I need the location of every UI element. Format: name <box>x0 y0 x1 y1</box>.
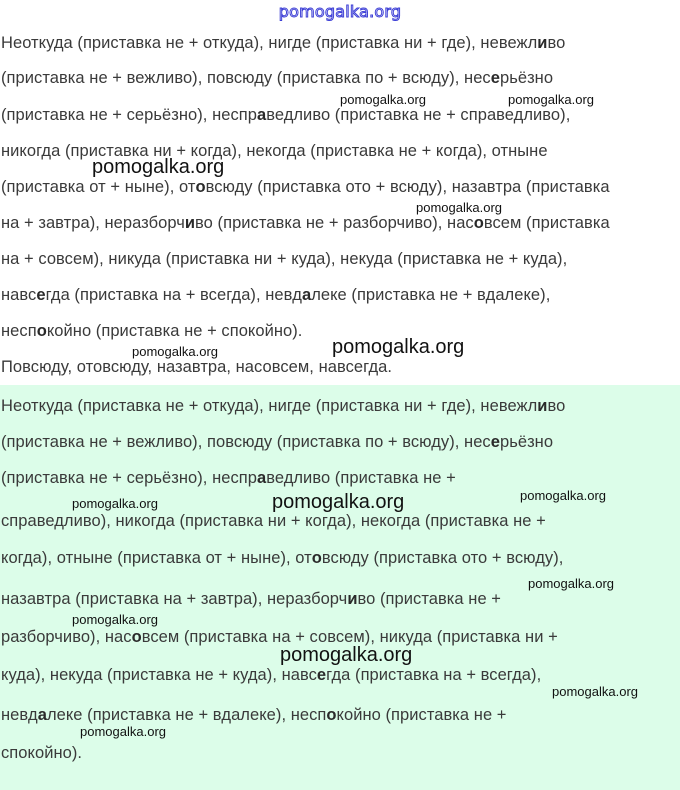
top-text-line <box>1 106 570 125</box>
watermark: pomogalka.org <box>520 488 606 503</box>
text-segment: ведливо (приставка не + справедливо), <box>266 106 571 124</box>
stressed-vowel: а <box>256 469 267 487</box>
watermark: pomogalka.org <box>272 491 405 513</box>
stressed-vowel: е <box>490 433 500 451</box>
watermark: pomogalka.org <box>80 724 166 739</box>
stressed-vowel: и <box>184 214 196 232</box>
top-text-line <box>1 34 565 53</box>
stressed-vowel: е <box>316 666 327 684</box>
watermark: pomogalka.org <box>72 612 158 627</box>
stressed-vowel: и <box>347 590 358 608</box>
text-segment: гда (приставка на + всегда), <box>326 666 542 684</box>
green-text-line <box>1 512 546 531</box>
text-segment: койно (приставка не + спокойно). <box>46 322 303 340</box>
text-segment: никогда (приставка ни + когда), некогда (приставка не + когда), отныне <box>1 142 548 160</box>
stressed-vowel: о <box>195 178 206 196</box>
text-segment: гда (приставка на + всегда), невд <box>45 286 302 304</box>
green-text-line <box>1 666 541 685</box>
text-segment: куда), некуда (приставка не + куда), навс <box>1 666 317 684</box>
stressed-vowel: а <box>37 706 47 724</box>
top-text-line <box>1 214 610 233</box>
text-segment: всем (приставка <box>483 214 610 232</box>
stressed-vowel: о <box>473 214 484 232</box>
text-segment: всем (приставка на + совсем), никуда (приставка ни + <box>141 628 558 646</box>
text-segment: Неоткуда (приставка не + откуда), нигде (приставка ни + где), невежл <box>1 34 538 52</box>
text-segment: во (приставка не + разборчиво), нас <box>195 214 474 232</box>
stressed-vowel: о <box>311 549 322 567</box>
top-text-line <box>1 178 610 197</box>
text-segment: во <box>547 34 566 52</box>
text-segment: ведливо (приставка не + <box>266 469 456 487</box>
green-text-line <box>1 549 563 568</box>
text-segment: (приставка от + ныне), от <box>1 178 196 196</box>
text-segment: (приставка не + серьёзно), неспр <box>1 106 257 124</box>
text-segment: навс <box>1 286 37 304</box>
top-text-line <box>1 358 392 377</box>
text-segment: Неоткуда (приставка не + откуда), нигде (приставка ни + где), невежл <box>1 397 538 415</box>
top-text-line <box>1 69 553 88</box>
text-segment: когда), отныне (приставка от + ныне), от <box>1 549 312 567</box>
stressed-vowel: е <box>490 69 500 87</box>
watermark: pomogalka.org <box>72 496 158 511</box>
stressed-vowel: а <box>256 106 267 124</box>
site-logo[interactable]: pomogalka.org <box>278 2 402 21</box>
text-segment: справедливо), никогда (приставка ни + когда), некогда (приставка не + <box>1 512 546 530</box>
text-segment: всюду (приставка ото + всюду), назавтра (приставка <box>205 178 610 196</box>
top-text-line <box>1 322 302 341</box>
green-text-line <box>1 590 501 609</box>
watermark: pomogalka.org <box>416 200 502 215</box>
text-segment: несп <box>1 322 37 340</box>
watermark: pomogalka.org <box>508 92 594 107</box>
stressed-vowel: а <box>301 286 312 304</box>
text-segment: рьёзно <box>499 69 554 87</box>
text-segment: невд <box>1 706 38 724</box>
stressed-vowel: о <box>131 628 142 646</box>
watermark: pomogalka.org <box>280 644 413 666</box>
text-segment: (приставка не + вежливо), повсюду (приставка по + всюду), нес <box>1 433 491 451</box>
text-segment: Повсюду, отовсюду, назавтра, насовсем, навсегда. <box>1 358 392 376</box>
stressed-vowel: и <box>537 34 548 52</box>
green-text-line <box>1 469 456 488</box>
text-segment: разборчиво), нас <box>1 628 132 646</box>
stressed-vowel: о <box>36 322 47 340</box>
text-segment: (приставка не + серьёзно), неспр <box>1 469 257 487</box>
text-segment: рьёзно <box>499 433 554 451</box>
text-segment: на + завтра), неразборч <box>1 214 185 232</box>
watermark: pomogalka.org <box>332 336 465 358</box>
stressed-vowel: о <box>326 706 337 724</box>
text-segment: на + совсем), никуда (приставка ни + куда), некуда (приставка не + куда), <box>1 250 568 268</box>
text-segment: койно (приставка не + <box>336 706 507 724</box>
top-text-line <box>1 142 548 161</box>
stressed-vowel: и <box>537 397 548 415</box>
watermark: pomogalka.org <box>92 156 225 178</box>
text-segment: леке (приставка не + вдалеке), <box>311 286 551 304</box>
text-segment: во <box>547 397 566 415</box>
green-text-line <box>1 397 565 416</box>
watermark: pomogalka.org <box>132 344 218 359</box>
text-segment: спокойно). <box>1 744 83 762</box>
green-text-line <box>1 433 553 452</box>
green-text-line <box>1 706 507 725</box>
top-text-line <box>1 286 550 305</box>
stressed-vowel: е <box>36 286 46 304</box>
text-segment: во (приставка не + <box>357 590 501 608</box>
watermark: pomogalka.org <box>552 684 638 699</box>
text-segment: (приставка не + вежливо), повсюду (приставка по + всюду), нес <box>1 69 491 87</box>
green-text-line <box>1 744 82 763</box>
watermark: pomogalka.org <box>340 92 426 107</box>
top-text-line <box>1 250 567 269</box>
text-segment: назавтра (приставка на + завтра), неразборч <box>1 590 348 608</box>
text-segment: всюду (приставка ото + всюду), <box>321 549 564 567</box>
watermark: pomogalka.org <box>528 576 614 591</box>
text-segment: леке (приставка не + вдалеке), несп <box>46 706 327 724</box>
